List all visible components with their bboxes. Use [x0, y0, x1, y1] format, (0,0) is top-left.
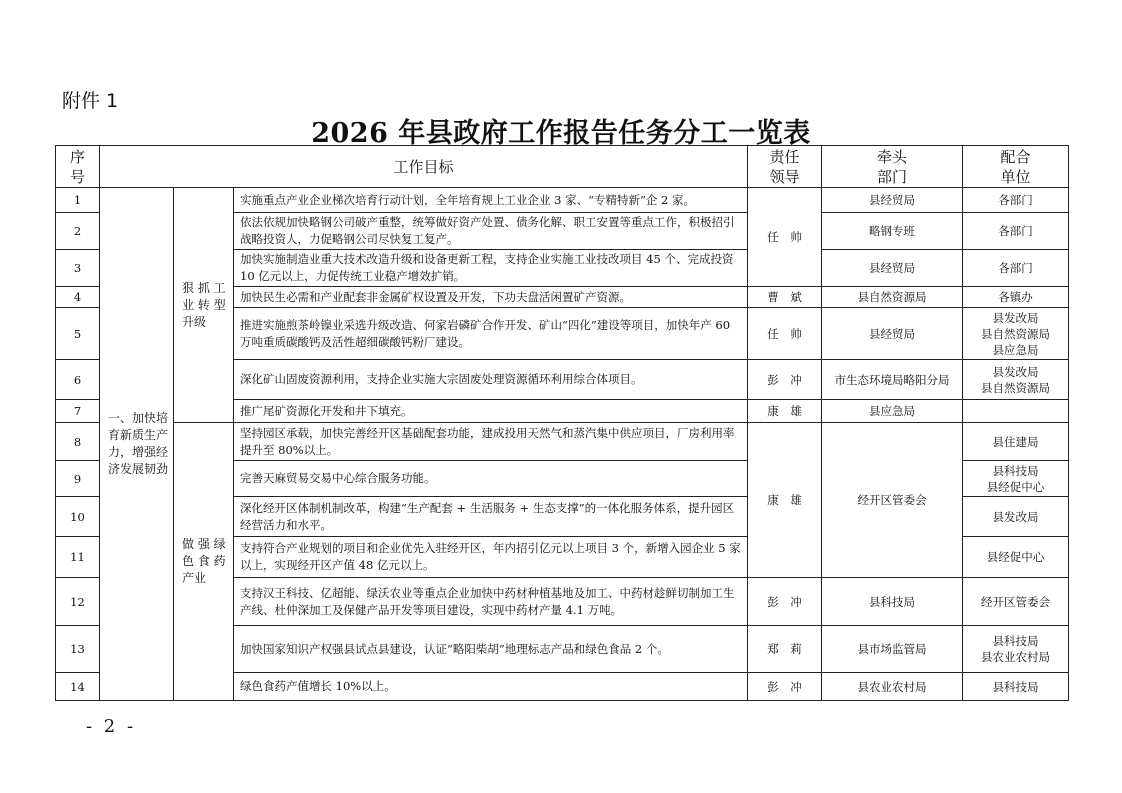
- task-text: 依法依规加快略钢公司破产重整，统筹做好资产处置、债务化解、职工安置等重点工作，积极招引战略投资人，力促略钢公司尽快复工复产。: [234, 213, 748, 250]
- header-leader: 责任 领导: [748, 146, 822, 188]
- row-number: 9: [56, 461, 100, 497]
- task-text: 推广尾矿资源化开发和井下填充。: [234, 400, 748, 423]
- lead-dept-cell: 市生态环境局略阳分局: [822, 360, 963, 400]
- lead-dept-cell: 经开区管委会: [822, 423, 963, 578]
- header-lead-dept: 牵头 部门: [822, 146, 963, 188]
- task-text: 实施重点产业企业梯次培育行动计划，全年培育规上工业企业 3 家、“专精特新”企 2 家。: [234, 188, 748, 213]
- task-text: 加快国家知识产权强县试点县建设，认证“略阳柴胡”地理标志产品和绿色食品 2 个。: [234, 626, 748, 673]
- lead-dept-cell: 略钢专班: [822, 213, 963, 250]
- header-seq: 序 号: [56, 146, 100, 188]
- coop-cell: 县科技局 县农业农村局: [963, 626, 1069, 673]
- task-text: 支持汉王科技、亿超能、绿沃农业等重点企业加快中药材种植基地及加工、中药材趁鲜切制加工生产线、杜仲深加工及保健产品开发等项目建设，实现中药材产量 4.1 万吨。: [234, 578, 748, 626]
- leader-cell: 彭 冲: [748, 360, 822, 400]
- coop-cell: 县科技局: [963, 673, 1069, 701]
- task-text: 加快实施制造业重大技术改造升级和设备更新工程，支持企业实施工业技改项目 45 个、完成投资 10 亿元以上，力促传统工业稳产增效扩销。: [234, 250, 748, 287]
- lead-dept-cell: 县经贸局: [822, 188, 963, 213]
- task-text: 加快民生必需和产业配套非金属矿权设置及开发，下功夫盘活闲置矿产资源。: [234, 287, 748, 308]
- leader-cell: 任 帅: [748, 188, 822, 287]
- lead-dept-cell: 县经贸局: [822, 308, 963, 360]
- task-text: 推进实施煎茶岭镍业采选升级改造、何家岩磷矿合作开发、矿山“四化”建设等项目，加快年产 60 万吨重质碳酸钙及活性超细碳酸钙粉厂建设。: [234, 308, 748, 360]
- header-row: [56, 146, 1069, 188]
- lead-dept-cell: 县自然资源局: [822, 287, 963, 308]
- leader-cell: 彭 冲: [748, 673, 822, 701]
- task-text: 绿色食药产值增长 10%以上。: [234, 673, 748, 701]
- coop-cell: 县发改局 县自然资源局: [963, 360, 1069, 400]
- attachment-label: 附件 1: [62, 90, 119, 112]
- subcategory-cell: 做 强 绿色 食 药产业: [174, 423, 234, 701]
- coop-cell: 县住建局: [963, 423, 1069, 461]
- leader-cell: 康 雄: [748, 423, 822, 578]
- category-cell: 一、加快培育新质生产力，增强经济发展韧劲: [100, 188, 174, 701]
- lead-dept-cell: 县应急局: [822, 400, 963, 423]
- row-number: 12: [56, 578, 100, 626]
- leader-cell: 彭 冲: [748, 578, 822, 626]
- coop-cell: 各部门: [963, 188, 1069, 213]
- row-number: 3: [56, 250, 100, 287]
- page-number: - 2 -: [86, 716, 137, 737]
- coop-cell: 各部门: [963, 213, 1069, 250]
- row-number: 6: [56, 360, 100, 400]
- task-text: 支持符合产业规划的项目和企业优先入驻经开区，年内招引亿元以上项目 3 个，新增入园企业 5 家以上，实现经开区产值 48 亿元以上。: [234, 537, 748, 578]
- coop-cell: 经开区管委会: [963, 578, 1069, 626]
- row-number: 4: [56, 287, 100, 308]
- lead-dept-cell: 县农业农村局: [822, 673, 963, 701]
- lead-dept-cell: 县科技局: [822, 578, 963, 626]
- subcategory-cell: 狠 抓 工业 转 型升级: [174, 188, 234, 423]
- row-number: 5: [56, 308, 100, 360]
- task-text: 坚持园区承载，加快完善经开区基础配套功能，建成投用天然气和蒸汽集中供应项目，厂房利用率提升至 80%以上。: [234, 423, 748, 461]
- row-number: 8: [56, 423, 100, 461]
- leader-cell: 任 帅: [748, 308, 822, 360]
- task-table: [55, 145, 1069, 701]
- lead-dept-cell: 县市场监管局: [822, 626, 963, 673]
- leader-cell: 郑 莉: [748, 626, 822, 673]
- header-coop: 配合 单位: [963, 146, 1069, 188]
- table-row: [56, 188, 1069, 213]
- header-goal: 工作目标: [100, 146, 748, 188]
- row-number: 2: [56, 213, 100, 250]
- row-number: 7: [56, 400, 100, 423]
- row-number: 10: [56, 497, 100, 537]
- coop-cell: 县科技局 县经促中心: [963, 461, 1069, 497]
- task-text: 完善天麻贸易交易中心综合服务功能。: [234, 461, 748, 497]
- coop-cell: 县发改局 县自然资源局 县应急局: [963, 308, 1069, 360]
- row-number: 1: [56, 188, 100, 213]
- leader-cell: 曹 斌: [748, 287, 822, 308]
- leader-cell: 康 雄: [748, 400, 822, 423]
- coop-cell: [963, 400, 1069, 423]
- lead-dept-cell: 县经贸局: [822, 250, 963, 287]
- task-text: 深化矿山固废资源利用，支持企业实施大宗固废处理资源循环利用综合体项目。: [234, 360, 748, 400]
- coop-cell: 各镇办: [963, 287, 1069, 308]
- task-text: 深化经开区体制机制改革，构建“生产配套 + 生活服务 + 生态支撑”的一体化服务体系，提升园区经营活力和水平。: [234, 497, 748, 537]
- table-row: [56, 423, 1069, 461]
- coop-cell: 各部门: [963, 250, 1069, 287]
- row-number: 13: [56, 626, 100, 673]
- coop-cell: 县经促中心: [963, 537, 1069, 578]
- row-number: 14: [56, 673, 100, 701]
- coop-cell: 县发改局: [963, 497, 1069, 537]
- row-number: 11: [56, 537, 100, 578]
- page-title: 2026 年县政府工作报告任务分工一览表: [311, 118, 811, 149]
